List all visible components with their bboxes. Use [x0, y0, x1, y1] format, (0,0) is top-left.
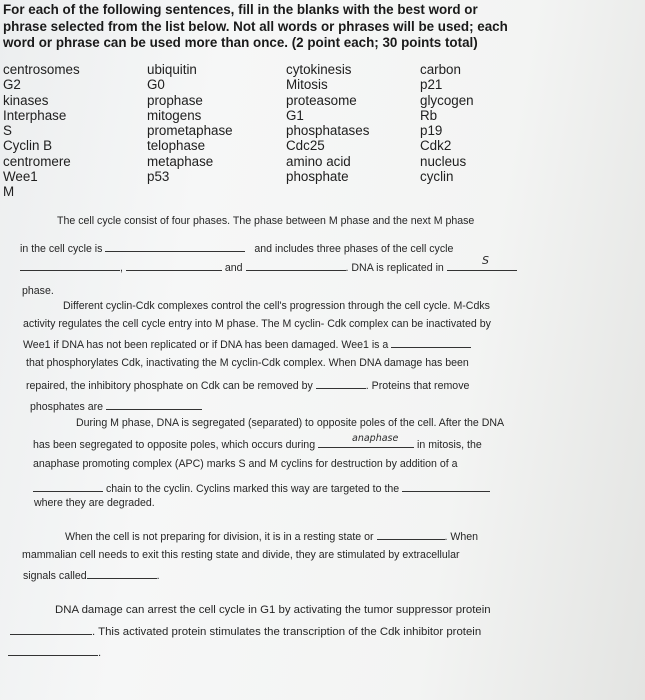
p2-line-6 — [30, 398, 202, 414]
p3-line-2-text-a: has been segregated to opposite poles, which occurs during — [33, 439, 316, 451]
instructions-line-1: For each of the following sentences, fill in the blanks with the best word or — [3, 2, 478, 17]
p2-line-3 — [23, 336, 471, 352]
word-bank-column-1 — [3, 62, 80, 200]
word-bank-column-4 — [420, 62, 474, 184]
answer-blank-8[interactable] — [106, 398, 202, 410]
answer-blank-4[interactable] — [246, 259, 346, 271]
p3-line-5: where they are degraded. — [34, 497, 155, 509]
p2-line-4: that phosphorylates Cdk, inactivating the M cyclin-Cdk complex. When DNA damage has been — [26, 357, 469, 369]
word-bank-item: telophase — [147, 138, 206, 154]
p4-line-1 — [65, 528, 478, 544]
p1-line-3 — [20, 259, 517, 275]
p1-line-2 — [20, 240, 453, 256]
word-bank-item: Interphase — [3, 107, 67, 123]
p5-line-3 — [8, 644, 101, 660]
word-bank-item: carbon — [420, 62, 461, 77]
answer-blank-14[interactable] — [10, 623, 92, 635]
p2-line-1: Different cyclin-Cdk complexes control the cell's progression through the cell cycle. M-Cdks — [63, 300, 490, 312]
p5-line-1: DNA damage can arrest the cell cycle in G1 by activating the tumor suppressor protein — [55, 604, 491, 616]
word-bank-item: metaphase — [147, 153, 214, 169]
word-bank-item: G2 — [3, 77, 21, 93]
p1-line-4: phase. — [22, 285, 54, 297]
word-bank-item: p19 — [420, 123, 443, 139]
word-bank-item: proteasome — [286, 92, 357, 108]
word-bank-item: Wee1 — [3, 169, 38, 185]
p3-line-4 — [33, 480, 490, 496]
word-bank-item: G1 — [286, 107, 304, 123]
word-bank-item: Cdk2 — [420, 138, 452, 154]
p4-line-1-text-a: When the cell is not preparing for division, it is in a resting state or — [65, 531, 374, 543]
word-bank-item: Cdc25 — [286, 138, 325, 154]
p2-line-5 — [26, 377, 469, 393]
word-bank-item: prophase — [147, 92, 203, 108]
p5-line-3-period: . — [98, 647, 102, 659]
p1-line-2-text-a: in the cell cycle is — [20, 243, 103, 255]
instructions-header — [3, 2, 603, 52]
word-bank-item: glycogen — [420, 92, 474, 108]
p3-line-2-text-b: in mitosis, the — [417, 439, 482, 451]
word-bank-column-2 — [147, 62, 233, 184]
word-bank-item: kinases — [3, 92, 49, 108]
word-bank-item: centrosomes — [3, 62, 80, 77]
word-bank-item: Cyclin B — [3, 138, 53, 154]
word-bank-item: S — [3, 123, 12, 139]
word-bank-item: G0 — [147, 77, 165, 93]
word-bank-item: cyclin — [420, 169, 454, 185]
answer-blank-3[interactable] — [126, 259, 222, 271]
p3-line-4-text: chain to the cyclin. Cyclins marked this way are targeted to the — [105, 483, 400, 495]
p4-line-1-text-b: . When — [444, 531, 479, 543]
word-bank-item: ubiquitin — [147, 62, 197, 77]
word-bank-item: p21 — [420, 77, 443, 93]
word-bank-item: phosphate — [286, 169, 349, 185]
p1-comma: , — [120, 262, 123, 274]
word-bank-item: phosphatases — [286, 123, 370, 139]
answer-blank-13[interactable] — [87, 567, 157, 579]
word-bank-item: mitogens — [147, 107, 202, 123]
p3-line-3: anaphase promoting complex (APC) marks S and M cyclins for destruction by addition of a — [33, 458, 458, 470]
answer-blank-10[interactable] — [33, 480, 103, 492]
word-bank-column-3 — [286, 62, 369, 184]
p2-line-5-text-b: . Proteins that remove — [365, 380, 470, 392]
p2-line-5-text-a: repaired, the inhibitory phosphate on Cdk can be removed by — [26, 380, 313, 392]
answer-blank-11[interactable] — [402, 480, 490, 492]
word-bank-item: Mitosis — [286, 77, 328, 93]
instructions-line-2: phrase selected from the list below. Not all words or phrases will be used; each — [3, 18, 508, 34]
p1-and: and — [224, 262, 243, 274]
p2-line-2: activity regulates the cell cycle entry into M phase. The M cyclin- Cdk complex can be inactivated by — [23, 318, 491, 330]
answer-blank-12[interactable] — [377, 528, 445, 540]
p4-line-3-period: . — [156, 570, 160, 582]
handwritten-answer-s: S — [482, 254, 489, 267]
p1-line-2-text-b: and includes three phases of the cell cycle — [254, 243, 454, 255]
p2-line-3-text: Wee1 if DNA has not been replicated or if DNA has been damaged. Wee1 is a — [23, 339, 389, 351]
p4-line-2: mammalian cell needs to exit this resting state and divide, they are stimulated by extracellular — [22, 549, 460, 561]
answer-blank-6[interactable] — [391, 336, 471, 348]
word-bank-item: p53 — [147, 169, 170, 185]
word-bank-item: Rb — [420, 107, 438, 123]
p3-line-2 — [33, 436, 482, 452]
word-bank-item: nucleus — [420, 153, 467, 169]
p2-line-6-text: phosphates are — [30, 401, 104, 413]
p5-line-2 — [10, 623, 481, 639]
answer-blank-7[interactable] — [316, 377, 366, 389]
p1-line-3-text-c: . DNA is replicated in — [345, 262, 444, 274]
word-bank-item: centromere — [3, 153, 71, 169]
instructions-line-3: word or phrase can be used more than once. (2 point each; 30 points total) — [3, 35, 478, 50]
answer-blank-1[interactable] — [105, 240, 245, 252]
p3-line-1: During M phase, DNA is segregated (separated) to opposite poles of the cell. After the DNA — [76, 417, 505, 429]
p1-line-1: The cell cycle consist of four phases. The phase between M phase and the next M phase — [57, 215, 475, 227]
answer-blank-2[interactable] — [20, 259, 120, 271]
p4-line-3-text: signals called — [23, 570, 87, 582]
word-bank-item: prometaphase — [147, 123, 233, 139]
word-bank-item: M — [3, 184, 15, 200]
p5-line-2-text: . This activated protein stimulates the transcription of the Cdk inhibitor protein — [92, 626, 482, 638]
word-bank-item: cytokinesis — [286, 62, 352, 77]
handwritten-answer-anaphase: anaphase — [352, 433, 399, 444]
answer-blank-15[interactable] — [8, 644, 98, 656]
p4-line-3 — [23, 567, 160, 583]
word-bank-item: amino acid — [286, 153, 351, 169]
